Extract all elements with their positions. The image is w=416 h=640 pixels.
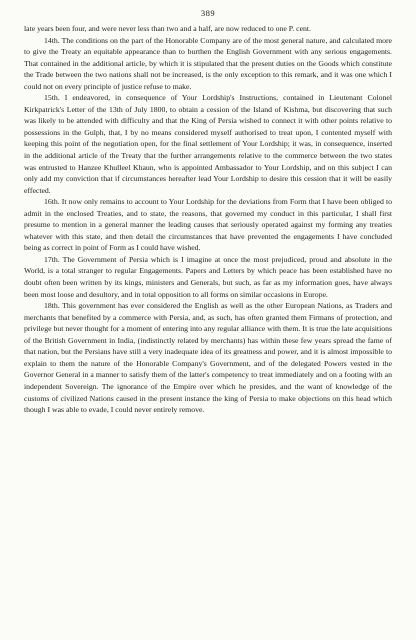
paragraph-14: 14th. The conditions on the part of the Honorable Company are of the most general nature, and calculated more to give the Treaty an equitable appearance than to burthen the English Government with any serious engagements. That contained in the additional article, by which it is stipulated that the present duties on the Goods which constitute the Trade between the two nations shall not be increased, is the only exception to this remark, and it was one which I could not on every principle of justice refuse to make.	[24, 35, 392, 91]
paragraph-17: 17th. The Government of Persia which is I imagine at once the most prejudiced, proud and absolute in the World, is a total stranger to regular Engagements. Papers and Letters by which peace has been established have no doubt often been written by its kings, ministers and Generals, but such, as far as my information goes, have always been most loose and desultory, and in total opposition to all forms on similar occasions in Europe.	[24, 254, 392, 299]
paragraph-continuation: late years been four, and were never less than two and a half, are now reduced to one P. cent.	[24, 24, 311, 33]
paragraph-18: 18th. This government has ever considered the English as well as the other European Nations, as Traders and merchants that benefited by a commerce with Persia, and, as such, has often granted them Firmans of protection, and privilege but never thought for a moment of entering into any regular alliance with them. It is true the late acquisitions of the British Government in India, (indistinctly related by merchants) has within these few years spread the fame of that nation, but the Persians have still a very inadequate idea of its greatness and power, and it is almost impossible to explain to them the nature of the Honorable Company's Government, and of the delegated Powers vested in the Governor General in a manner to satisfy them of the latter's competency to treat immediately and on a footing with an independent Sovereign. The ignorance of the Empire over which he presides, and the want of knowledge of the customs of civilized Nations caused in the present instance the king of Persia to make objections on this head which though I was able to evade, I could never entirely remove.	[24, 301, 392, 415]
paragraph-16: 16th. It now only remains to account to Your Lordship for the deviations from Form that I have been obliged to admit in the enclosed Treaties, and to state, the reasons, that governed my conduct in this particular, I shall first presume to mention in a general manner the leading causes that seriously operated against my forming any treaties whatever with this state, and then detail the circumstances that have prevented the engagements I have concluded being as correct in point of Form as I could have wished.	[24, 197, 392, 253]
body-text	[24, 23, 392, 416]
paragraph-15: 15th. I endeavored, in consequence of Your Lordship's Instructions, contained in Lieutenant Colonel Kirkpatrick's Letter of the 13th of July 1800, to obtain a cession of the Island of Kishma, but discovering that such was likely to be attended with difficulty and that the King of Persia wished to connect it with other points relative to possessions in the Gulph, that, I by no means considered myself authorised to treat upon, I contented myself with keeping this point of the negotiation open, for the final settlement of Your Lordship; it was, in consequence, inserted in the additional article of the Treaty that the further arrangements relative to the commerce between the two states was entrusted to Hanzee Khulleel Khaun, who is appointed Ambassador to Your Lordship, and on this subject I can only add my conviction that if circumstances hereafter lead Your Lordship to desire this cession that it will be easily effected.	[24, 93, 392, 195]
page-number: 389	[200, 8, 216, 18]
